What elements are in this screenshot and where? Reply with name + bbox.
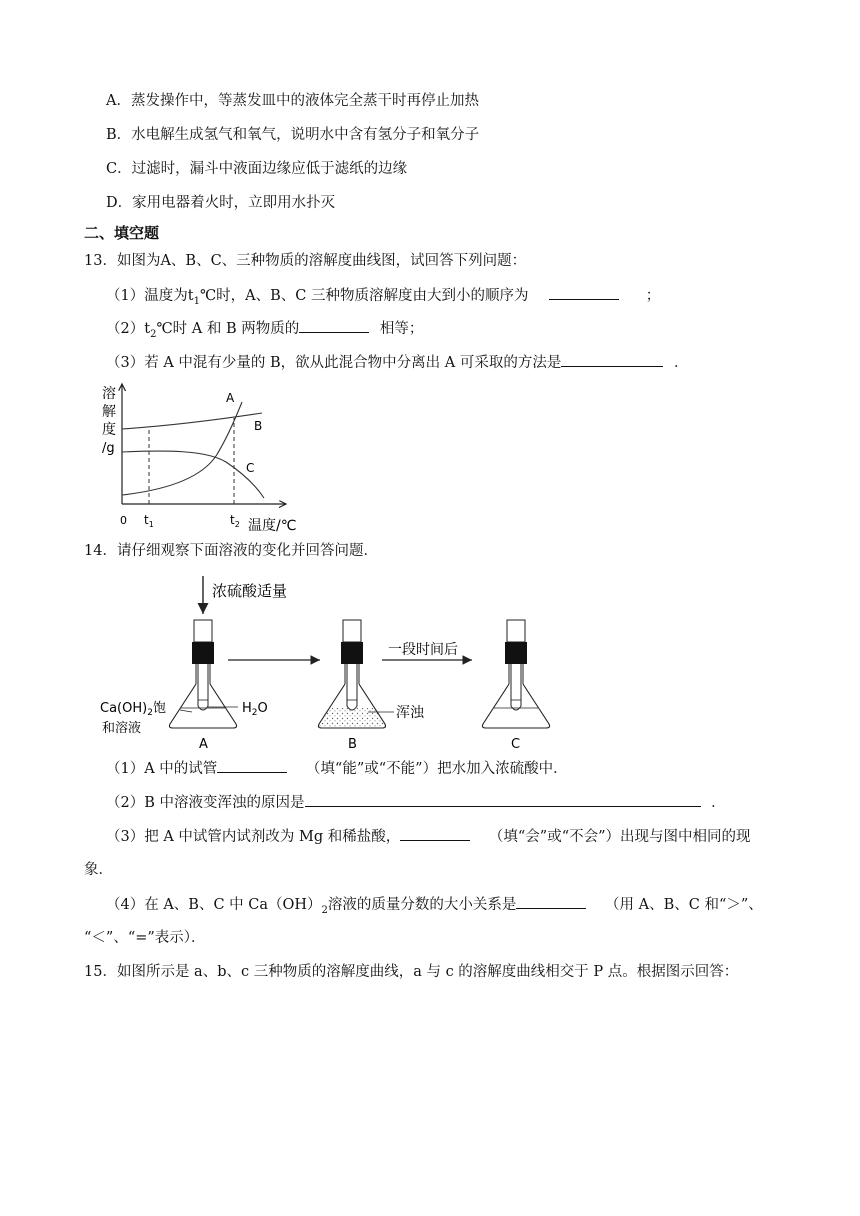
chart-ylabel-4: /g: [102, 441, 115, 456]
chart-label-b: B: [254, 419, 263, 433]
q14-part2-blank[interactable]: [305, 792, 701, 807]
q13-part1-blank[interactable]: [549, 285, 619, 300]
q14-part1-blank[interactable]: [217, 758, 287, 773]
chart-label-c: C: [246, 461, 255, 475]
q14-part1-pre: （1）A 中的试管: [106, 761, 218, 777]
curve-c: [122, 451, 264, 498]
q13-part2-sub: 2: [150, 328, 157, 340]
acid-label: 浓硫酸适量: [212, 582, 288, 600]
q14-part2: [106, 792, 726, 813]
option-b: B．水电解生成氢气和氧气，说明水中含有氢分子和氧分子: [106, 127, 480, 143]
q13-part1-mid: ℃时，A、B、C 三种物质溶解度由大到小的顺序为: [199, 288, 529, 304]
chart-origin: 0: [120, 514, 127, 527]
q13-part1-sub: 1: [193, 295, 200, 307]
flask-c: [482, 620, 549, 728]
q13-part2-pre: （2）t: [106, 321, 151, 337]
q13-part3-pre: （3）若 A 中混有少量的 B，欲从此混合物中分离出 A 可采取的方法是: [106, 355, 562, 371]
q13-part3: [106, 352, 688, 373]
q13-part2-blank[interactable]: [299, 318, 369, 333]
q14-part4-mid: 溶液的质量分数的大小关系是: [327, 897, 517, 913]
solubility-chart: [96, 378, 316, 538]
turbid-label: 浑浊: [396, 705, 424, 721]
q13-stem: 13．如图为A、B、C、三种物质的溶解度曲线图，试回答下列问题：: [84, 253, 527, 269]
q13-part3-end: ．: [673, 355, 689, 371]
chart-t1: $t_1$: [144, 513, 154, 529]
chart-ylabel-1: 溶: [102, 386, 116, 402]
option-a: A．蒸发操作中，等蒸发皿中的液体完全蒸干时再停止加热: [106, 93, 479, 109]
h2o-label: $H_2O$: [242, 701, 268, 718]
curve-b: [122, 413, 262, 429]
chart-label-a: A: [226, 391, 235, 405]
q14-part2-end: ．: [711, 795, 726, 811]
chart-ylabel-3: 度: [102, 422, 116, 438]
q14-part3-blank[interactable]: [400, 826, 470, 841]
q13-part1-end: ；: [645, 288, 661, 304]
chart-xlabel: 温度/℃: [248, 518, 297, 534]
q13-part3-blank[interactable]: [561, 352, 663, 367]
caoh-pointer: [180, 710, 192, 712]
label-b: B: [348, 737, 357, 752]
after-label: 一段时间后: [388, 642, 458, 658]
q14-part3-cont: 象．: [84, 862, 113, 878]
q14-part4: [106, 894, 763, 921]
q14-part4-cont: “＜”、“=”表示）．: [84, 930, 206, 946]
option-d: D．家用电器着火时，立即用水扑灭: [106, 195, 336, 211]
q13-part1: [106, 285, 660, 312]
flask-figure: [96, 572, 556, 752]
q14-part1-end: （填“能”或“不能”）把水加入浓硫酸中．: [305, 761, 568, 777]
q14-part4-sub: 2: [321, 904, 328, 916]
option-c: C．过滤时，漏斗中液面边缘应低于滤纸的边缘: [106, 161, 408, 177]
caoh-label: $Ca(OH)_2$饱: [100, 701, 166, 718]
section-heading: 二、填空题: [84, 224, 160, 242]
q14-part4-blank[interactable]: [516, 894, 586, 909]
q14-part1: [106, 758, 568, 779]
q13-part2: [106, 318, 423, 345]
q14-part4-end: （用 A、B、C 和“＞”、: [605, 897, 763, 913]
q13-part1-pre: （1）温度为t: [106, 288, 194, 304]
q14-part3-end: （填“会”或“不会”）出现与图中相同的现: [488, 829, 751, 845]
q13-part2-mid: ℃时 A 和 B 两物质的: [156, 321, 300, 337]
chart-t2: $t_2$: [230, 513, 240, 529]
curve-a: [122, 402, 242, 495]
q14-part3: [106, 826, 751, 847]
caoh-label-2: 和溶液: [102, 721, 142, 736]
flask-a: [169, 620, 236, 728]
q14-part2-pre: （2）B 中溶液变浑浊的原因是: [106, 795, 305, 811]
label-a: A: [199, 737, 208, 752]
chart-ylabel-2: 解: [102, 404, 116, 420]
q13-part2-end: 相等；: [379, 321, 424, 337]
q15-stem: 15．如图所示是 a、b、c 三种物质的溶解度曲线，a 与 c 的溶解度曲线相交于 P 点。根据图示回答：: [84, 964, 739, 980]
q14-stem: 14．请仔细观察下面溶液的变化并回答问题．: [84, 543, 378, 559]
q14-part3-pre: （3）把 A 中试管内试剂改为 Mg 和稀盐酸，: [106, 829, 401, 845]
q14-part4-pre: （4）在 A、B、C 中 Ca（OH）: [106, 897, 322, 913]
label-c: C: [511, 737, 521, 752]
